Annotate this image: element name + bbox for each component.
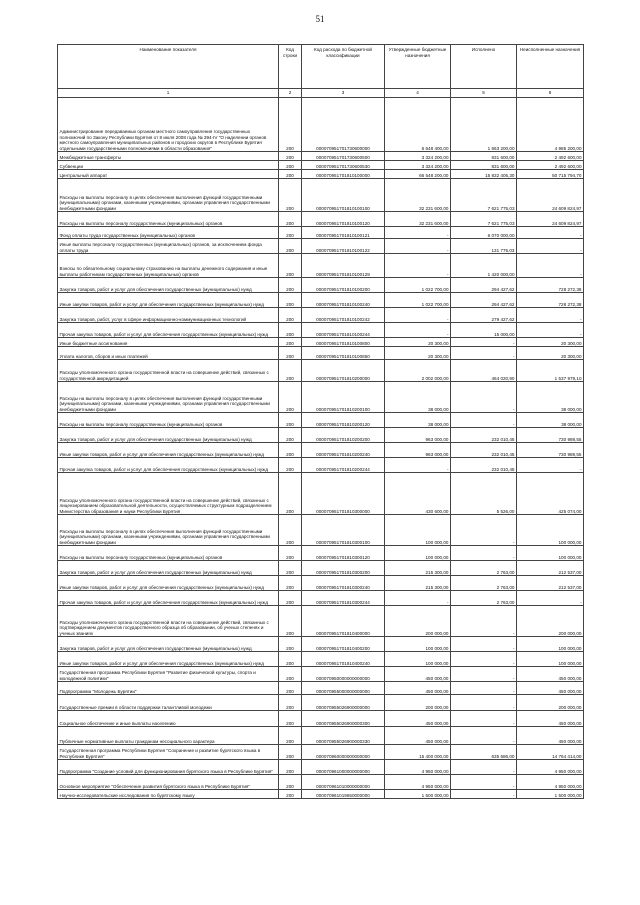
- table-row: [58, 360, 584, 382]
- row-approved: 215 300,00: [385, 576, 451, 591]
- row-remaining: 4 985 200,00: [517, 98, 584, 152]
- row-budget-code: 000070951701810100850: [302, 347, 385, 360]
- row-executed: 831 600,00: [451, 152, 517, 161]
- row-executed: 2 763,00: [451, 591, 517, 606]
- page-number: 51: [315, 14, 325, 24]
- row-name: Иные закупки товаров, работ и услуг для обеспечения государственных (муниципальных) нужд: [58, 443, 279, 458]
- row-remaining: 100 000,00: [517, 652, 584, 667]
- row-budget-code: 000070955000000000000: [302, 682, 385, 695]
- row-executed: -: [451, 727, 517, 745]
- column-number: 3: [302, 89, 385, 98]
- row-code: 200: [279, 338, 302, 347]
- row-name: Расходы на выплаты персоналу государственных (муниципальных) органов: [58, 413, 279, 428]
- table-row: [58, 727, 584, 745]
- row-executed: 5 526,00: [451, 473, 517, 515]
- row-budget-code: 000070961010000000000: [302, 775, 385, 790]
- row-budget-code: 000070955026900000330: [302, 727, 385, 745]
- row-code: 200: [279, 278, 302, 293]
- row-remaining: 425 074,00: [517, 473, 584, 515]
- row-name: Прочая закупка товаров, работ и услуг для обеспечения государственных (муниципальных) нужд: [58, 458, 279, 473]
- table-row: [58, 382, 584, 413]
- row-budget-code: 000070951701810300200: [302, 561, 385, 576]
- row-code: 200: [279, 667, 302, 682]
- row-name: Межбюджетные трансферты: [58, 152, 279, 161]
- row-approved: 66 548 200,00: [385, 170, 451, 179]
- row-name: Подпрограмма "Создание условий для функционирования бурятского языка в Республике Бурятия": [58, 760, 279, 775]
- row-remaining: 200 000,00: [517, 606, 584, 637]
- table-row: [58, 458, 584, 473]
- row-code: 200: [279, 790, 302, 799]
- row-name: Иные выплаты персоналу государственных (муниципальных) органов, за исключением фонда оплаты труда: [58, 239, 279, 254]
- row-approved: 963 000,00: [385, 428, 451, 443]
- table-row: [58, 323, 584, 338]
- row-approved: 450 000,00: [385, 667, 451, 682]
- row-approved: 215 300,00: [385, 561, 451, 576]
- row-approved: 1 022 700,00: [385, 278, 451, 293]
- row-code: 200: [279, 227, 302, 239]
- row-approved: 100 000,00: [385, 546, 451, 561]
- row-code: 200: [279, 473, 302, 515]
- row-approved: 200 000,00: [385, 606, 451, 637]
- row-approved: 450 000,00: [385, 711, 451, 727]
- row-executed: 279 427,62: [451, 308, 517, 323]
- row-approved: -: [385, 308, 451, 323]
- row-budget-code: 000070955026900000300: [302, 711, 385, 727]
- row-remaining: 50 715 794,70: [517, 170, 584, 179]
- row-budget-code: 000070951701810200244: [302, 458, 385, 473]
- row-budget-code: 000070951701810100800: [302, 338, 385, 347]
- row-budget-code: 000070960000000000000: [302, 745, 385, 760]
- row-name: Расходы уполномоченного органа государственной власти на совершение действий, связанных с подтверждением документов государственного образца об образовании, об ученых степенях и ученых званиях: [58, 606, 279, 637]
- row-executed: 232 010,45: [451, 443, 517, 458]
- row-budget-code: 000070951701810100242: [302, 308, 385, 323]
- row-executed: -: [451, 760, 517, 775]
- row-budget-code: 000070951701810300120: [302, 546, 385, 561]
- table-row: [58, 711, 584, 727]
- row-code: 200: [279, 695, 302, 711]
- table-row: [58, 775, 584, 790]
- table-row: [58, 152, 584, 161]
- row-executed: -: [451, 606, 517, 637]
- row-approved: -: [385, 591, 451, 606]
- header-code: Код строки: [279, 45, 302, 89]
- row-approved: 4 950 000,00: [385, 775, 451, 790]
- row-code: 200: [279, 293, 302, 308]
- row-remaining: 14 764 414,00: [517, 745, 584, 760]
- row-executed: -: [451, 775, 517, 790]
- row-code: 200: [279, 347, 302, 360]
- row-approved: 100 000,00: [385, 637, 451, 652]
- row-remaining: 2 492 600,00: [517, 161, 584, 170]
- table-row: [58, 576, 584, 591]
- row-executed: 2 763,00: [451, 576, 517, 591]
- row-budget-code: 000070951701810100000: [302, 170, 385, 179]
- row-budget-code: 000070951701810400200: [302, 637, 385, 652]
- row-remaining: 728 272,38: [517, 293, 584, 308]
- table-row: [58, 682, 584, 695]
- row-approved: -: [385, 227, 451, 239]
- row-code: 200: [279, 652, 302, 667]
- column-number-row: [58, 89, 584, 98]
- table-row: [58, 212, 584, 227]
- row-code: 200: [279, 170, 302, 179]
- row-name: Администрирование передаваемых органам местного самоуправления государственных полномочий по Закону Республики Бурятия от 8 июля 2008 года № 394-IV "О наделении органов местного самоуправления муниципальных районов и городских округов в Республике Бурятия отдельными государственными полномочиями в области образования": [58, 98, 279, 152]
- table-row: [58, 790, 584, 799]
- row-executed: -: [451, 790, 517, 799]
- header-executed: Исполнено: [451, 45, 517, 89]
- row-name: Расходы на выплаты персоналу в целях обеспечения выполнения функций государственными (муниципальными) органами, казенными учреждениями, органами управления государственными внебюджетными фондами: [58, 179, 279, 212]
- table-row: [58, 308, 584, 323]
- row-remaining: 200 000,00: [517, 695, 584, 711]
- row-code: 200: [279, 239, 302, 254]
- row-executed: -: [451, 413, 517, 428]
- row-budget-code: 000070951701810300000: [302, 473, 385, 515]
- table-row: [58, 546, 584, 561]
- table-row: [58, 637, 584, 652]
- row-remaining: -: [517, 323, 584, 338]
- row-code: 200: [279, 98, 302, 152]
- row-name: Закупка товаров, работ, услуг в сфере информационно-коммуникационных технологий: [58, 308, 279, 323]
- row-name: Расходы на выплаты персоналу в целях обеспечения выполнения функций государственными (муниципальными) органами, казенными учреждениями, органами управления государственными внебюджетными фондами: [58, 382, 279, 413]
- row-code: 200: [279, 606, 302, 637]
- row-executed: -: [451, 682, 517, 695]
- table-row: [58, 161, 584, 170]
- row-code: 200: [279, 360, 302, 382]
- table-row: [58, 606, 584, 637]
- row-code: 200: [279, 382, 302, 413]
- header-name: Наименование показателя: [58, 45, 279, 89]
- row-code: 200: [279, 515, 302, 546]
- table-row: [58, 667, 584, 682]
- table-row: [58, 561, 584, 576]
- row-code: 200: [279, 413, 302, 428]
- header-budget-code: Код расхода по бюджетной классификации: [302, 45, 385, 89]
- row-name: Государственная программа Республики Бурятия "Развитие физической культуры, спорта и молодежной политики": [58, 667, 279, 682]
- row-budget-code: 000070961019650000000: [302, 790, 385, 799]
- row-approved: 2 002 000,00: [385, 360, 451, 382]
- row-approved: -: [385, 239, 451, 254]
- row-remaining: -: [517, 458, 584, 473]
- row-budget-code: 000070951701810200120: [302, 413, 385, 428]
- row-remaining: 450 000,00: [517, 667, 584, 682]
- row-name: Социальное обеспечение и иные выплаты населению: [58, 711, 279, 727]
- row-name: Государственные премии в области поддержки талантливой молодежи: [58, 695, 279, 711]
- row-code: 200: [279, 727, 302, 745]
- column-number: 1: [58, 89, 279, 98]
- header-approved: Утвержденные бюджетные назначения: [385, 45, 451, 89]
- row-executed: -: [451, 637, 517, 652]
- row-code: 200: [279, 254, 302, 278]
- row-name: Расходы на выплаты персоналу государственных (муниципальных) органов: [58, 546, 279, 561]
- row-remaining: 212 537,00: [517, 561, 584, 576]
- row-executed: 464 020,90: [451, 360, 517, 382]
- row-approved: 200 000,00: [385, 695, 451, 711]
- row-remaining: 450 000,00: [517, 727, 584, 745]
- row-remaining: 24 609 824,97: [517, 212, 584, 227]
- budget-execution-table: [57, 44, 584, 799]
- row-executed: 831 600,00: [451, 161, 517, 170]
- row-approved: 32 231 600,00: [385, 212, 451, 227]
- row-name: Закупка товаров, работ и услуг для обеспечения государственных (муниципальных) нужд: [58, 561, 279, 576]
- row-code: 200: [279, 152, 302, 161]
- row-budget-code: 000070951701810100129: [302, 254, 385, 278]
- row-budget-code: 000070950000000000000: [302, 667, 385, 682]
- table-row: [58, 293, 584, 308]
- table-row: [58, 413, 584, 428]
- row-name: Взносы по обязательному социальному страхованию на выплаты денежного содержания и иные выплаты работникам государственных (муниципальных) органов: [58, 254, 279, 278]
- row-executed: 232 010,45: [451, 458, 517, 473]
- row-remaining: 38 000,00: [517, 382, 584, 413]
- row-budget-code: 000070951701810400000: [302, 606, 385, 637]
- row-executed: -: [451, 695, 517, 711]
- row-executed: 2 763,00: [451, 561, 517, 576]
- row-remaining: 24 609 824,97: [517, 179, 584, 212]
- row-approved: -: [385, 458, 451, 473]
- row-name: Иные закупки товаров, работ и услуг для обеспечения государственных (муниципальных) нужд: [58, 652, 279, 667]
- row-executed: 294 427,62: [451, 293, 517, 308]
- row-executed: 635 586,00: [451, 745, 517, 760]
- row-executed: 15 000,00: [451, 323, 517, 338]
- row-remaining: 2 492 600,00: [517, 152, 584, 161]
- row-name: Прочая закупка товаров, работ и услуг для обеспечения государственных (муниципальных) нужд: [58, 591, 279, 606]
- table-header-row: [58, 45, 584, 89]
- row-remaining: -: [517, 308, 584, 323]
- table-row: [58, 347, 584, 360]
- table-row: [58, 760, 584, 775]
- row-budget-code: 000070951701810100100: [302, 179, 385, 212]
- row-approved: 38 000,00: [385, 413, 451, 428]
- row-code: 200: [279, 760, 302, 775]
- table-row: [58, 695, 584, 711]
- row-code: 200: [279, 443, 302, 458]
- row-approved: 3 324 200,00: [385, 161, 451, 170]
- table-row: [58, 591, 584, 606]
- row-code: 200: [279, 308, 302, 323]
- row-budget-code: 000070961000000000000: [302, 760, 385, 775]
- row-approved: 450 000,00: [385, 682, 451, 695]
- row-remaining: 1 537 979,10: [517, 360, 584, 382]
- table-body: [58, 98, 584, 799]
- row-executed: 1 420 000,00: [451, 254, 517, 278]
- row-budget-code: 000070951701810400240: [302, 652, 385, 667]
- row-name: Фонд оплаты труда государственных (муниципальных) органов: [58, 227, 279, 239]
- row-remaining: 1 500 000,00: [517, 790, 584, 799]
- row-code: 200: [279, 458, 302, 473]
- row-executed: 232 010,45: [451, 428, 517, 443]
- row-name: Субвенции: [58, 161, 279, 170]
- row-approved: 430 600,00: [385, 473, 451, 515]
- row-remaining: -: [517, 591, 584, 606]
- row-approved: -: [385, 254, 451, 278]
- row-budget-code: 000070951701730600500: [302, 152, 385, 161]
- row-approved: 1 500 000,00: [385, 790, 451, 799]
- row-name: Научно-исследовательские исследования по бурятскому языку: [58, 790, 279, 799]
- row-name: Расходы на выплаты персоналу в целях обеспечения выполнения функций государственными (муниципальными) органами, казенными учреждениями, органами управления государственными внебюджетными фондами: [58, 515, 279, 546]
- column-number: 4: [385, 89, 451, 98]
- row-executed: -: [451, 347, 517, 360]
- row-code: 200: [279, 546, 302, 561]
- row-budget-code: 000070951701810200200: [302, 428, 385, 443]
- row-approved: 15 400 000,00: [385, 745, 451, 760]
- row-name: Государственная программа Республики Бурятия "Сохранение и развитие бурятского языка в Республике Бурятия": [58, 745, 279, 760]
- row-budget-code: 000070951701730600530: [302, 161, 385, 170]
- row-remaining: 728 272,38: [517, 278, 584, 293]
- row-approved: 38 000,00: [385, 382, 451, 413]
- row-name: Прочая закупка товаров, работ и услуг для обеспечения государственных (муниципальных) нужд: [58, 323, 279, 338]
- row-code: 200: [279, 161, 302, 170]
- table-row: [58, 338, 584, 347]
- row-executed: -: [451, 711, 517, 727]
- header-remaining: Неисполненные назначения: [517, 45, 584, 89]
- row-remaining: 100 000,00: [517, 515, 584, 546]
- table-row: [58, 239, 584, 254]
- row-executed: -: [451, 667, 517, 682]
- row-budget-code: 000070955026900000000: [302, 695, 385, 711]
- table-row: [58, 98, 584, 152]
- table-row: [58, 652, 584, 667]
- row-remaining: -: [517, 254, 584, 278]
- row-remaining: 20 300,00: [517, 347, 584, 360]
- row-name: Публичные нормативные выплаты гражданам несоциального характера: [58, 727, 279, 745]
- row-name: Закупка товаров, работ и услуг для обеспечения государственных (муниципальных) нужд: [58, 637, 279, 652]
- table-row: [58, 227, 584, 239]
- row-budget-code: 000070951701810100120: [302, 212, 385, 227]
- row-executed: 15 832 405,30: [451, 170, 517, 179]
- row-approved: -: [385, 323, 451, 338]
- row-approved: 100 000,00: [385, 515, 451, 546]
- row-remaining: 4 950 000,00: [517, 760, 584, 775]
- row-approved: 100 000,00: [385, 652, 451, 667]
- row-code: 200: [279, 323, 302, 338]
- row-approved: 20 300,00: [385, 338, 451, 347]
- row-approved: 20 300,00: [385, 347, 451, 360]
- row-code: 200: [279, 212, 302, 227]
- table-row: [58, 443, 584, 458]
- row-remaining: -: [517, 227, 584, 239]
- table-row: [58, 170, 584, 179]
- row-budget-code: 000070951701810100122: [302, 239, 385, 254]
- row-budget-code: 000070951701810200240: [302, 443, 385, 458]
- row-remaining: 450 000,00: [517, 682, 584, 695]
- row-code: 200: [279, 179, 302, 212]
- row-remaining: 450 000,00: [517, 711, 584, 727]
- row-budget-code: 000070951701810100240: [302, 293, 385, 308]
- row-name: Иные закупки товаров, работ и услуг для обеспечения государственных (муниципальных) нужд: [58, 293, 279, 308]
- row-name: Иные закупки товаров, работ и услуг для обеспечения государственных (муниципальных) нужд: [58, 576, 279, 591]
- column-number: 6: [517, 89, 584, 98]
- row-remaining: 100 000,00: [517, 546, 584, 561]
- row-approved: 450 000,00: [385, 727, 451, 745]
- row-remaining: 20 300,00: [517, 338, 584, 347]
- row-name: Расходы уполномоченного органа государственной власти на совершение действий, связанных с лицензированием образовательной деятельности, осуществляемых структурным подразделением Министерства образования и науки Республики Бурятия: [58, 473, 279, 515]
- row-executed: 1 663 200,00: [451, 98, 517, 152]
- row-code: 200: [279, 711, 302, 727]
- row-approved: 32 231 600,00: [385, 179, 451, 212]
- row-approved: 1 022 700,00: [385, 293, 451, 308]
- row-remaining: 730 989,55: [517, 428, 584, 443]
- row-code: 200: [279, 775, 302, 790]
- column-number: 5: [451, 89, 517, 98]
- column-number: 2: [279, 89, 302, 98]
- row-name: Закупка товаров, работ и услуг для обеспечения государственных (муниципальных) нужд: [58, 278, 279, 293]
- row-code: 200: [279, 428, 302, 443]
- table-row: [58, 745, 584, 760]
- table-row: [58, 254, 584, 278]
- row-budget-code: 000070951701810200000: [302, 360, 385, 382]
- row-code: 200: [279, 745, 302, 760]
- row-executed: -: [451, 382, 517, 413]
- row-executed: 7 621 775,03: [451, 212, 517, 227]
- row-executed: -: [451, 515, 517, 546]
- row-approved: 3 324 200,00: [385, 152, 451, 161]
- row-name: Закупка товаров, работ и услуг для обеспечения государственных (муниципальных) нужд: [58, 428, 279, 443]
- row-budget-code: 000070951701810300240: [302, 576, 385, 591]
- table-row: [58, 473, 584, 515]
- row-executed: 7 621 775,03: [451, 179, 517, 212]
- row-budget-code: 000070951701810300244: [302, 591, 385, 606]
- row-name: Подпрограмма "Молодежь Бурятии": [58, 682, 279, 695]
- row-executed: -: [451, 652, 517, 667]
- row-budget-code: 000070951701810100200: [302, 278, 385, 293]
- row-executed: -: [451, 546, 517, 561]
- row-name: Иные бюджетные ассигнования: [58, 338, 279, 347]
- row-code: 200: [279, 576, 302, 591]
- row-approved: 6 648 400,00: [385, 98, 451, 152]
- row-name: Основное мероприятие "Обеспечение развития бурятского языка в Республике Бурятия": [58, 775, 279, 790]
- table-row: [58, 428, 584, 443]
- row-approved: 4 950 000,00: [385, 760, 451, 775]
- row-executed: -: [451, 338, 517, 347]
- table-row: [58, 179, 584, 212]
- row-remaining: 4 950 000,00: [517, 775, 584, 790]
- row-name: Центральный аппарат: [58, 170, 279, 179]
- row-executed: 6 070 000,00: [451, 227, 517, 239]
- row-remaining: -: [517, 239, 584, 254]
- row-budget-code: 000070951701810100244: [302, 323, 385, 338]
- row-name: Расходы уполномоченного органа государственной власти на совершение действий, связанных с государственной аккредитацией: [58, 360, 279, 382]
- row-remaining: 100 000,00: [517, 637, 584, 652]
- row-executed: 131 775,03: [451, 239, 517, 254]
- row-executed: 294 427,62: [451, 278, 517, 293]
- row-remaining: 212 537,00: [517, 576, 584, 591]
- row-remaining: 38 000,00: [517, 413, 584, 428]
- table-row: [58, 515, 584, 546]
- row-code: 200: [279, 591, 302, 606]
- row-code: 200: [279, 682, 302, 695]
- row-code: 200: [279, 637, 302, 652]
- row-remaining: 730 989,55: [517, 443, 584, 458]
- row-code: 200: [279, 561, 302, 576]
- row-budget-code: 000070951701730600000: [302, 98, 385, 152]
- table-row: [58, 278, 584, 293]
- row-approved: 963 000,00: [385, 443, 451, 458]
- row-budget-code: 000070951701810100121: [302, 227, 385, 239]
- row-name: Уплата налогов, сборов и иных платежей: [58, 347, 279, 360]
- row-budget-code: 000070951701810300100: [302, 515, 385, 546]
- row-name: Расходы на выплаты персоналу государственных (муниципальных) органов: [58, 212, 279, 227]
- row-budget-code: 000070951701810200100: [302, 382, 385, 413]
